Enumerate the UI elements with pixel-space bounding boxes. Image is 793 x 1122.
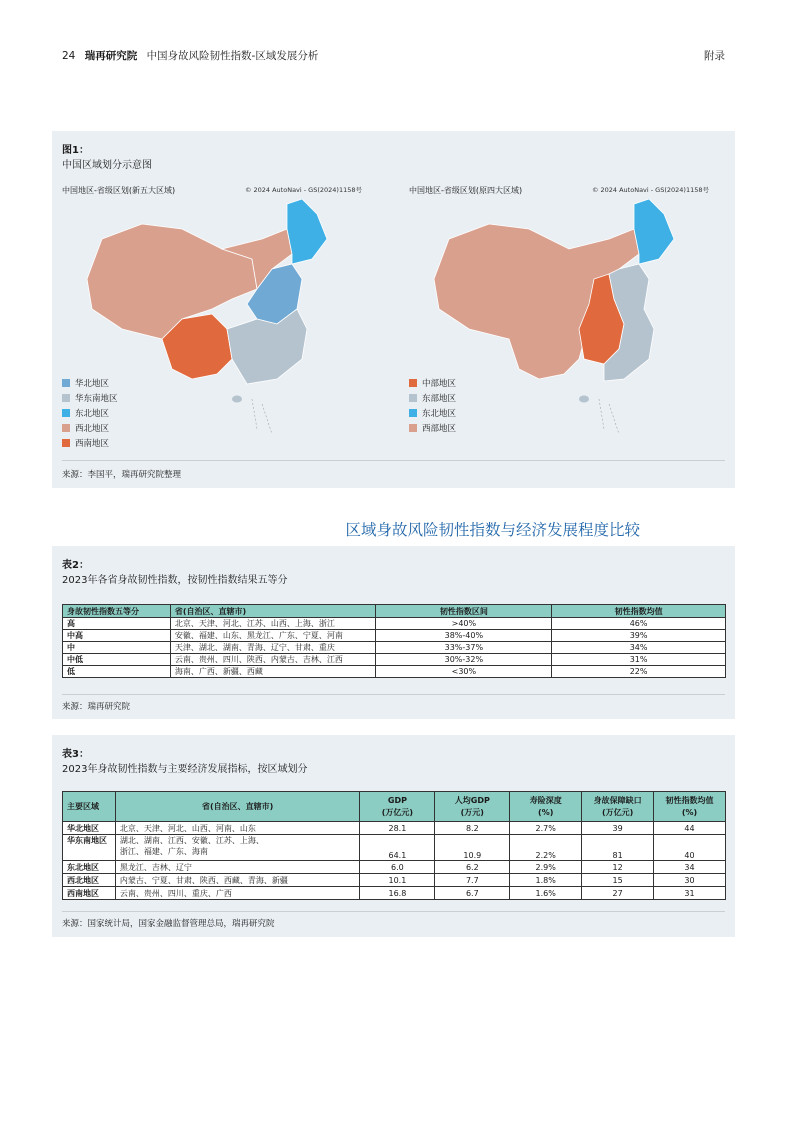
table-cell: 39% <box>552 630 726 642</box>
table-cell: 30%-32% <box>376 654 552 666</box>
table-cell: 黑龙江、吉林、辽宁 <box>115 861 360 874</box>
province-line: 湖北、湖南、江西、安徽、江苏、上海、 <box>119 836 264 845</box>
table-2 <box>62 604 726 678</box>
table-cell: 中 <box>63 642 171 654</box>
legend-swatch <box>62 379 70 387</box>
table-cell: 云南、贵州、四川、陕西、内蒙古、吉林、江西 <box>170 654 376 666</box>
table-row <box>63 630 726 642</box>
column-header: 韧性指数均值 <box>552 605 726 618</box>
table-3 <box>62 791 726 900</box>
table-cell: 1.8% <box>510 874 582 887</box>
table-row <box>63 887 726 900</box>
table-cell: 16.8 <box>360 887 435 900</box>
divider <box>62 911 725 912</box>
table-cell: 华东南地区 <box>63 835 116 861</box>
column-header: 主要区域 <box>63 792 116 822</box>
table-cell: 12 <box>582 861 654 874</box>
divider <box>62 460 725 461</box>
legend-item <box>409 390 456 405</box>
table-cell: 28.1 <box>360 822 435 835</box>
legend-label: 中部地区 <box>422 378 457 389</box>
table-row <box>63 822 726 835</box>
legend-item <box>62 375 118 390</box>
left-map <box>62 185 362 455</box>
legend-label: 西北地区 <box>75 423 110 434</box>
left-map-legend <box>62 375 118 450</box>
legend-item <box>62 405 118 420</box>
table-cell: 34 <box>654 861 726 874</box>
table-cell: 2.7% <box>510 822 582 835</box>
legend-swatch <box>409 409 417 417</box>
right-map-legend <box>409 375 456 435</box>
table-cell: 64.1 <box>360 835 435 861</box>
header-line: 韧性指数均值 <box>665 795 714 805</box>
table-cell: <30% <box>376 666 552 678</box>
table-row <box>63 642 726 654</box>
header-unit: (万亿元) <box>381 807 414 817</box>
table-cell: 中低 <box>63 654 171 666</box>
table-cell: 34% <box>552 642 726 654</box>
column-header: 韧性指数区间 <box>376 605 552 618</box>
table-title: 2023年身故韧性指数与主要经济发展指标，按区域划分 <box>62 764 308 775</box>
column-header <box>435 792 510 822</box>
figure-source: 来源：李国平，瑞再研究院整理 <box>62 470 182 480</box>
table-cell: 中高 <box>63 630 171 642</box>
table-cell: 北京、天津、河北、江苏、山西、上海、浙江 <box>170 618 376 630</box>
column-header <box>654 792 726 822</box>
header-line: 人均GDP <box>454 795 490 805</box>
legend-label: 西南地区 <box>75 438 110 449</box>
legend-label: 东部地区 <box>422 393 457 404</box>
table-cell: 内蒙古、宁夏、甘肃、陕西、西藏、青海、新疆 <box>115 874 360 887</box>
table-source: 来源：瑞再研究院 <box>62 702 131 712</box>
legend-item <box>62 420 118 435</box>
table-cell: 低 <box>63 666 171 678</box>
header-unit: (万亿元) <box>601 807 634 817</box>
page-header <box>62 48 725 66</box>
right-map-copyright: © 2024 AutoNavi - GS(2024)1158号 <box>591 186 709 194</box>
table-cell: 22% <box>552 666 726 678</box>
legend-label: 华东南地区 <box>75 393 118 404</box>
legend-label: 东北地区 <box>422 408 457 419</box>
table-cell: 31% <box>552 654 726 666</box>
figure-title: 中国区域划分示意图 <box>62 160 152 171</box>
table-cell: 33%-37% <box>376 642 552 654</box>
table-cell: 39 <box>582 822 654 835</box>
right-map <box>409 185 709 455</box>
legend-swatch <box>62 394 70 402</box>
figure-1-panel <box>52 131 735 488</box>
table-cell: 东北地区 <box>63 861 116 874</box>
table-cell: 2.9% <box>510 861 582 874</box>
legend-swatch <box>62 409 70 417</box>
table-cell <box>115 835 360 861</box>
table-cell: 6.7 <box>435 887 510 900</box>
table-cell: 海南、广西、新疆、西藏 <box>170 666 376 678</box>
province-line: 浙江、福建、广东、海南 <box>119 847 208 856</box>
table-cell: 华北地区 <box>63 822 116 835</box>
legend-swatch <box>409 394 417 402</box>
table-cell: 7.7 <box>435 874 510 887</box>
left-map-caption: 中国地区-省级区划(新五大区域) <box>62 186 176 195</box>
table-cell: 27 <box>582 887 654 900</box>
column-header <box>360 792 435 822</box>
table-cell: 40 <box>654 835 726 861</box>
legend-item <box>409 405 456 420</box>
column-header <box>510 792 582 822</box>
legend-label: 东北地区 <box>75 408 110 419</box>
header-line: GDP <box>387 795 407 805</box>
table-cell: 31 <box>654 887 726 900</box>
header-unit: (%) <box>538 807 554 817</box>
table-cell: 2.2% <box>510 835 582 861</box>
legend-swatch <box>62 424 70 432</box>
table-row <box>63 666 726 678</box>
table-cell: 6.2 <box>435 861 510 874</box>
table-cell: 10.1 <box>360 874 435 887</box>
table-cell: 15 <box>582 874 654 887</box>
column-header: 身故韧性指数五等分 <box>63 605 171 618</box>
table-cell: 1.6% <box>510 887 582 900</box>
table-cell: 云南、贵州、四川、重庆、广西 <box>115 887 360 900</box>
table-cell: 安徽、福建、山东、黑龙江、广东、宁夏、河南 <box>170 630 376 642</box>
legend-item <box>409 375 456 390</box>
header-line: 寿险深度 <box>529 795 562 805</box>
table-cell: >40% <box>376 618 552 630</box>
table-row <box>63 654 726 666</box>
header-unit: (万元) <box>460 807 484 817</box>
table-row <box>63 618 726 630</box>
table-cell: 46% <box>552 618 726 630</box>
column-header <box>582 792 654 822</box>
table-cell: 西北地区 <box>63 874 116 887</box>
report-subtitle: 中国身故风险韧性指数-区域发展分析 <box>146 50 319 62</box>
table-cell: 天津、湖北、湖南、青海、辽宁、甘肃、重庆 <box>170 642 376 654</box>
legend-item <box>62 390 118 405</box>
table-cell: 6.0 <box>360 861 435 874</box>
table-header-row <box>63 605 726 618</box>
table-label: 表3： <box>62 749 89 760</box>
column-header: 省(自治区、直辖市) <box>115 792 360 822</box>
legend-swatch <box>62 439 70 447</box>
right-map-caption: 中国地区-省级区划(原四大区域) <box>409 186 523 195</box>
table-2-panel <box>52 546 735 719</box>
legend-swatch <box>409 424 417 432</box>
left-map-copyright: © 2024 AutoNavi - GS(2024)1158号 <box>244 186 362 194</box>
table-title: 2023年各省身故韧性指数，按韧性指数结果五等分 <box>62 575 288 586</box>
table-header-row <box>63 792 726 822</box>
legend-item <box>409 420 456 435</box>
section-name: 附录 <box>704 50 725 62</box>
table-cell: 8.2 <box>435 822 510 835</box>
page-number: 24 <box>62 50 76 62</box>
table-label: 表2： <box>62 560 89 571</box>
table-source: 来源：国家统计局，国家金融监督管理总局，瑞再研究院 <box>62 919 275 929</box>
table-cell: 44 <box>654 822 726 835</box>
legend-label: 西部地区 <box>422 423 457 434</box>
brand-name: 瑞再研究院 <box>84 50 138 62</box>
legend-item <box>62 435 118 450</box>
table-cell: 高 <box>63 618 171 630</box>
column-header: 省(自治区、直辖市) <box>170 605 376 618</box>
legend-label: 华北地区 <box>75 378 110 389</box>
figure-label: 图1： <box>62 145 89 156</box>
header-unit: (%) <box>681 807 698 817</box>
legend-swatch <box>409 379 417 387</box>
table-cell: 10.9 <box>435 835 510 861</box>
table-cell: 81 <box>582 835 654 861</box>
table-row <box>63 835 726 861</box>
table-row <box>63 861 726 874</box>
table-cell: 北京、天津、河北、山西、河南、山东 <box>115 822 360 835</box>
table-row <box>63 874 726 887</box>
header-line: 身故保障缺口 <box>593 795 642 805</box>
table-3-panel <box>52 735 735 937</box>
table-cell: 38%-40% <box>376 630 552 642</box>
divider <box>62 694 725 695</box>
table-cell: 西南地区 <box>63 887 116 900</box>
table-cell: 30 <box>654 874 726 887</box>
section-title: 区域身故风险韧性指数与经济发展程度比较 <box>345 521 640 539</box>
